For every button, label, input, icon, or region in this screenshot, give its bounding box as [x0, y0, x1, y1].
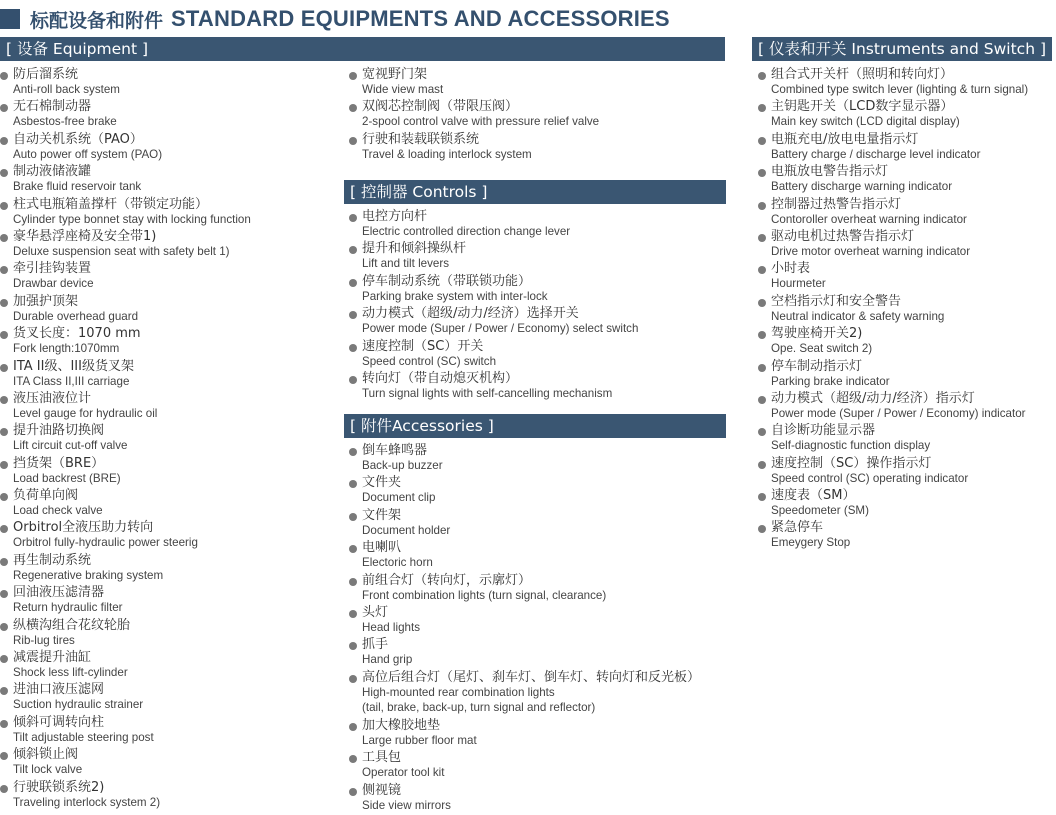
- item-label-en: Emeygery Stop: [771, 536, 851, 550]
- item-label-zh: 无石棉制动器: [13, 99, 92, 115]
- list-item: [758, 423, 1054, 455]
- list-item: [758, 132, 1054, 164]
- item-label-en: Power mode (Super / Power / Economy) select switch: [362, 322, 639, 336]
- bullet-icon: [0, 266, 8, 274]
- item-label-zh: 小时表: [771, 261, 811, 277]
- list-item: [349, 573, 729, 605]
- bullet-icon: [0, 428, 8, 436]
- list-item: [758, 261, 1054, 293]
- list-item: [758, 488, 1054, 520]
- item-label-zh: 工具包: [362, 750, 402, 766]
- list-item: [758, 520, 1054, 552]
- item-label-en: Orbitrol fully-hydraulic power steerig: [13, 536, 198, 550]
- item-label-zh: 自诊断功能显示器: [771, 423, 876, 439]
- item-label-en: Head lights: [362, 620, 421, 634]
- item-label-zh: 速度表（SM）: [771, 488, 856, 504]
- bullet-icon: [349, 675, 357, 683]
- item-label-zh: 组合式开关杆（照明和转向灯）: [771, 67, 954, 82]
- item-label-zh: 电瓶放电警告指示灯: [771, 164, 889, 180]
- item-label-en: Lift circuit cut-off valve: [13, 439, 128, 453]
- item-label-zh: 速度控制（SC）操作指示灯: [771, 455, 932, 471]
- list-item: [349, 306, 729, 338]
- list-item: [0, 229, 340, 261]
- item-label-zh: 自动关机系统（PAO）: [13, 131, 143, 147]
- accessories-list: [349, 443, 729, 815]
- bullet-icon: [349, 311, 357, 319]
- item-label-zh: 侧视镜: [362, 782, 402, 798]
- list-item: [0, 197, 340, 229]
- item-label-en: Rib-lug tires: [13, 633, 75, 647]
- item-label-zh: 文件架: [362, 507, 402, 523]
- item-label-en: Tilt lock valve: [13, 763, 83, 777]
- list-item: [0, 132, 340, 164]
- item-label-en: Back-up buzzer: [362, 459, 443, 472]
- list-item: [349, 67, 729, 99]
- bullet-icon: [349, 610, 357, 618]
- item-label-en: Fork length:1070mm: [13, 342, 120, 356]
- bullet-icon: [0, 364, 8, 372]
- item-label-en: Parking brake indicator: [771, 374, 890, 388]
- bullet-icon: [758, 169, 766, 177]
- list-item: [349, 209, 729, 241]
- item-label-zh: 前组合灯（转向灯，示廓灯）: [362, 572, 532, 588]
- bullet-icon: [0, 461, 8, 469]
- title-en: STANDARD EQUIPMENTS AND ACCESSORIES: [171, 6, 670, 31]
- bullet-icon: [349, 376, 357, 384]
- item-label-zh: 倾斜可调转向柱: [13, 714, 105, 730]
- list-item: [758, 99, 1054, 131]
- item-label-en: Hourmeter: [771, 277, 826, 291]
- item-label-zh: 牵引挂钩装置: [13, 261, 92, 277]
- bullet-icon: [758, 493, 766, 501]
- list-item: [349, 99, 729, 131]
- list-item: [0, 747, 340, 779]
- bullet-icon: [349, 480, 357, 488]
- item-label-en: Shock less lift-cylinder: [13, 666, 128, 680]
- bullet-icon: [349, 513, 357, 521]
- item-label-zh: 双阀芯控制阀（带限压阀）: [362, 99, 519, 115]
- item-label-en: Cylinder type bonnet stay with locking function: [13, 212, 251, 226]
- bullet-icon: [758, 104, 766, 112]
- item-label-en-line2: (tail, brake, back-up, turn signal and reflector): [362, 700, 596, 714]
- item-label-en: High-mounted rear combination lights: [362, 685, 555, 699]
- bullet-icon: [349, 788, 357, 796]
- bullet-icon: [349, 104, 357, 112]
- title-square-icon: [0, 9, 20, 29]
- bullet-icon: [349, 642, 357, 650]
- bullet-icon: [0, 396, 8, 404]
- list-item: [758, 359, 1054, 391]
- list-item: [349, 750, 729, 782]
- bullet-icon: [349, 344, 357, 352]
- bullet-icon: [0, 720, 8, 728]
- bullet-icon: [349, 72, 357, 80]
- item-label-en: Drive motor overheat warning indicator: [771, 244, 971, 258]
- bullet-icon: [758, 428, 766, 436]
- item-label-zh: 动力模式（超级/动力/经济）指示灯: [771, 390, 975, 406]
- list-item: [0, 618, 340, 650]
- list-item: [0, 391, 340, 423]
- controls-list: [349, 209, 729, 403]
- item-label-en: Load backrest (BRE): [13, 471, 121, 485]
- item-label-en: Wide view mast: [362, 83, 444, 96]
- item-label-zh: 行驶和装载联锁系统: [362, 131, 480, 147]
- list-item: [349, 718, 729, 750]
- item-label-zh: 高位后组合灯（尾灯、刹车灯、倒车灯、转向灯和反光板）: [362, 669, 701, 685]
- item-label-en: Document holder: [362, 523, 451, 537]
- bullet-icon: [0, 655, 8, 663]
- item-label-zh: 动力模式（超级/动力/经济）选择开关: [362, 306, 579, 322]
- instruments-list: [758, 67, 1054, 553]
- list-item: [349, 274, 729, 306]
- bullet-icon: [349, 723, 357, 731]
- bullet-icon: [0, 299, 8, 307]
- bullet-icon: [349, 545, 357, 553]
- item-label-zh: 宽视野门架: [362, 67, 428, 82]
- item-label-zh: 防后溜系统: [13, 67, 79, 82]
- list-item: [0, 520, 340, 552]
- item-label-zh: 负荷单向阀: [13, 488, 79, 504]
- item-label-zh: 电控方向杆: [362, 209, 428, 224]
- item-label-en: Durable overhead guard: [13, 309, 139, 323]
- bullet-icon: [349, 279, 357, 287]
- item-label-zh: 驱动电机过热警告指示灯: [771, 228, 915, 244]
- equipment-list-col1: [0, 67, 340, 812]
- bullet-icon: [349, 578, 357, 586]
- item-label-zh: 倒车蜂鸣器: [362, 443, 428, 458]
- list-item: [758, 294, 1054, 326]
- item-label-zh: 空档指示灯和安全警告: [771, 293, 902, 309]
- item-label-zh: 电瓶充电/放电电量指示灯: [771, 131, 919, 147]
- item-label-en: Hand grip: [362, 653, 413, 667]
- list-item: [349, 475, 729, 507]
- bullet-icon: [758, 266, 766, 274]
- bullet-icon: [0, 590, 8, 598]
- item-label-zh: 速度控制（SC）开关: [362, 338, 484, 354]
- bullet-icon: [0, 558, 8, 566]
- item-label-zh: 货叉长度：1070 mm: [13, 326, 141, 342]
- item-label-en: Speed control (SC) operating indicator: [771, 471, 969, 485]
- item-label-en: Brake fluid reservoir tank: [13, 180, 142, 194]
- bullet-icon: [758, 525, 766, 533]
- list-item: [0, 585, 340, 617]
- item-label-en: Level gauge for hydraulic oil: [13, 406, 158, 420]
- item-label-zh: 加大橡胶地垫: [362, 717, 441, 733]
- item-label-zh: 停车制动系统（带联锁功能）: [362, 273, 532, 289]
- item-label-en: Contoroller overheat warning indicator: [771, 212, 967, 226]
- section-equipment-header: [ 设备 Equipment ]: [0, 37, 725, 61]
- list-item: [0, 456, 340, 488]
- bullet-icon: [0, 687, 8, 695]
- bullet-icon: [0, 331, 8, 339]
- list-item: [0, 715, 340, 747]
- item-label-zh: 提升和倾斜操纵杆: [362, 241, 467, 257]
- list-item: [349, 339, 729, 371]
- list-item: [758, 229, 1054, 261]
- item-label-zh: 紧急停车: [771, 520, 824, 536]
- bullet-icon: [758, 137, 766, 145]
- item-label-en: Electoric horn: [362, 556, 433, 570]
- item-label-zh: 头灯: [362, 604, 389, 620]
- item-label-zh: 转向灯（带自动熄灭机构）: [362, 370, 519, 386]
- bullet-icon: [0, 623, 8, 631]
- item-label-zh: 加强护顶架: [13, 293, 79, 309]
- list-item: [349, 670, 729, 718]
- item-label-en: Electric controlled direction change lever: [362, 225, 571, 238]
- bullet-icon: [349, 214, 357, 222]
- bullet-icon: [0, 169, 8, 177]
- list-item: [0, 359, 340, 391]
- bullet-icon: [758, 234, 766, 242]
- list-item: [0, 261, 340, 293]
- list-item: [0, 326, 340, 358]
- item-label-en: Load check valve: [13, 504, 103, 518]
- bullet-icon: [0, 785, 8, 793]
- item-label-en: Combined type switch lever (lighting & turn signal): [771, 83, 1029, 96]
- bullet-icon: [758, 202, 766, 210]
- bullet-icon: [758, 461, 766, 469]
- list-item: [349, 371, 729, 403]
- bullet-icon: [349, 137, 357, 145]
- list-item: [0, 423, 340, 455]
- list-item: [0, 294, 340, 326]
- item-label-en: Tilt adjustable steering post: [13, 730, 154, 744]
- item-label-en: Return hydraulic filter: [13, 601, 123, 615]
- bullet-icon: [0, 202, 8, 210]
- bullet-icon: [349, 448, 357, 456]
- bullet-icon: [758, 72, 766, 80]
- item-label-en: Regenerative braking system: [13, 568, 164, 582]
- list-item: [0, 682, 340, 714]
- item-label-zh: 文件夹: [362, 475, 402, 491]
- item-label-en: Speed control (SC) switch: [362, 354, 497, 368]
- list-item: [0, 488, 340, 520]
- list-item: [758, 67, 1054, 99]
- item-label-zh: 行驶联锁系统2): [13, 779, 105, 795]
- list-item: [349, 605, 729, 637]
- item-label-en: Battery discharge warning indicator: [771, 180, 953, 194]
- list-item: [0, 553, 340, 585]
- item-label-zh: 电喇叭: [362, 540, 402, 556]
- bullet-icon: [0, 752, 8, 760]
- list-item: [349, 241, 729, 273]
- item-label-en: Battery charge / discharge level indicator: [771, 147, 981, 161]
- bullet-icon: [349, 246, 357, 254]
- item-label-en: Auto power off system (PAO): [13, 147, 163, 161]
- item-label-en: Travel & loading interlock system: [362, 147, 532, 161]
- item-label-en: Ope. Seat switch 2): [771, 342, 873, 356]
- item-label-en: Asbestos-free brake: [13, 115, 117, 129]
- list-item: [758, 197, 1054, 229]
- item-label-zh: 进油口液压滤网: [13, 682, 105, 698]
- list-item: [758, 456, 1054, 488]
- bullet-icon: [0, 234, 8, 242]
- item-label-en: Power mode (Super / Power / Economy) indicator: [771, 406, 1026, 420]
- bullet-icon: [0, 493, 8, 501]
- item-label-zh: 驾驶座椅开关2): [771, 326, 863, 342]
- item-label-zh: 控制器过热警告指示灯: [771, 196, 902, 212]
- list-item: [349, 637, 729, 669]
- bullet-icon: [758, 364, 766, 372]
- section-controls-header: [ 控制器 Controls ]: [344, 180, 726, 204]
- list-item: [0, 99, 340, 131]
- item-label-en: Operator tool kit: [362, 766, 445, 780]
- list-item: [349, 508, 729, 540]
- item-label-zh: 主钥匙开关（LCD数字显示器）: [771, 99, 954, 115]
- item-label-en: Front combination lights (turn signal, clearance): [362, 588, 607, 602]
- item-label-zh: 提升油路切换阀: [13, 423, 105, 439]
- list-item: [0, 650, 340, 682]
- bullet-icon: [0, 104, 8, 112]
- item-label-en: Parking brake system with inter-lock: [362, 289, 548, 303]
- item-label-zh: 回油液压滤清器: [13, 585, 105, 601]
- item-label-en: Turn signal lights with self-cancelling mechanism: [362, 386, 613, 400]
- bullet-icon: [0, 72, 8, 80]
- item-label-zh: 纵横沟组合花纹轮胎: [13, 617, 131, 633]
- list-item: [0, 780, 340, 812]
- item-label-en: Traveling interlock system 2): [13, 795, 161, 809]
- item-label-en: Suction hydraulic strainer: [13, 698, 144, 712]
- item-label-zh: 再生制动系统: [13, 552, 92, 568]
- list-item: [349, 132, 729, 164]
- item-label-zh: 挡货架（BRE）: [13, 455, 105, 471]
- item-label-zh: 减震提升油缸: [13, 650, 92, 666]
- item-label-en: ITA Class II,III carriage: [13, 374, 130, 388]
- list-item: [0, 67, 340, 99]
- list-item: [0, 164, 340, 196]
- item-label-en: Anti-roll back system: [13, 83, 120, 96]
- section-instruments-header: [ 仪表和开关 Instruments and Switch ]: [752, 37, 1052, 61]
- item-label-en: Lift and tilt levers: [362, 257, 449, 271]
- bullet-icon: [0, 525, 8, 533]
- item-label-zh: 停车制动指示灯: [771, 358, 863, 374]
- item-label-zh: 制动液储液罐: [13, 164, 92, 180]
- equipment-list-col2: [349, 67, 729, 164]
- bullet-icon: [349, 755, 357, 763]
- bullet-icon: [758, 396, 766, 404]
- list-item: [349, 443, 729, 475]
- item-label-en: Main key switch (LCD digital display): [771, 115, 960, 129]
- section-accessories-header: [ 附件Accessories ]: [344, 414, 726, 438]
- title-zh: 标配设备和附件: [30, 9, 164, 32]
- bullet-icon: [758, 331, 766, 339]
- list-item: [758, 164, 1054, 196]
- item-label-zh: 倾斜锁止阀: [13, 747, 79, 763]
- item-label-zh: Orbitrol全液压助力转向: [13, 520, 154, 536]
- list-item: [349, 540, 729, 572]
- item-label-zh: 抓手: [362, 637, 389, 653]
- bullet-icon: [0, 137, 8, 145]
- list-item: [758, 326, 1054, 358]
- item-label-en: Document clip: [362, 491, 436, 505]
- item-label-en: Deluxe suspension seat with safety belt 1): [13, 244, 230, 258]
- item-label-zh: ITA II级、III级货叉架: [13, 358, 134, 374]
- bullet-icon: [758, 299, 766, 307]
- item-label-en: Drawbar device: [13, 277, 94, 291]
- list-item: [758, 391, 1054, 423]
- item-label-en: Neutral indicator & safety warning: [771, 309, 945, 323]
- item-label-en: 2-spool control valve with pressure relief valve: [362, 115, 600, 129]
- list-item: [349, 783, 729, 815]
- item-label-en: Self-diagnostic function display: [771, 439, 931, 453]
- page-title: [0, 4, 670, 34]
- item-label-zh: 液压油液位计: [13, 390, 92, 406]
- item-label-en: Side view mirrors: [362, 798, 451, 812]
- item-label-en: Large rubber floor mat: [362, 733, 477, 747]
- item-label-zh: 柱式电瓶箱盖撑杆（带锁定功能）: [13, 196, 209, 212]
- item-label-zh: 豪华悬浮座椅及安全带1): [13, 228, 157, 244]
- item-label-en: Speedometer (SM): [771, 504, 869, 518]
